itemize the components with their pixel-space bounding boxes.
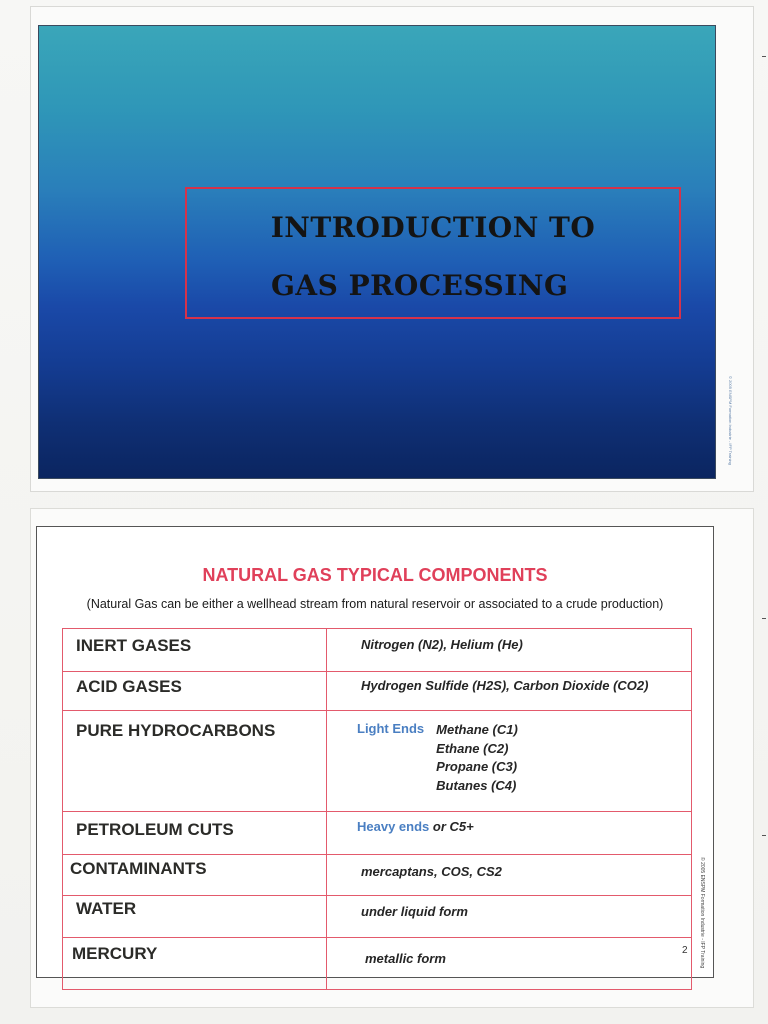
slide-title: NATURAL GAS TYPICAL COMPONENTS bbox=[202, 565, 548, 585]
row-category: INERT GASES bbox=[63, 629, 327, 672]
row-category: PETROLEUM CUTS bbox=[63, 812, 327, 855]
heavy-ends-value: or C5+ bbox=[432, 819, 474, 834]
table-row bbox=[63, 938, 692, 990]
heavy-ends-label: Heavy ends bbox=[357, 819, 430, 834]
title-box bbox=[185, 187, 681, 319]
row-value: metallic form bbox=[327, 938, 692, 990]
page-number: 2 bbox=[682, 945, 688, 956]
row-value: mercaptans, COS, CS2 bbox=[327, 855, 692, 896]
list-item: Ethane (C2) bbox=[436, 740, 509, 756]
scan-edge-mark bbox=[762, 835, 766, 836]
title-slide bbox=[38, 25, 733, 479]
list-item: Methane (C1) bbox=[436, 722, 518, 737]
row-category: ACID GASES bbox=[63, 672, 327, 711]
row-category: MERCURY bbox=[63, 938, 327, 990]
row-value: Nitrogen (N2), Helium (He) bbox=[327, 629, 692, 672]
row-value bbox=[327, 711, 692, 812]
components-table bbox=[62, 628, 692, 990]
row-category: CONTAMINANTS bbox=[63, 855, 327, 896]
table-row bbox=[63, 629, 692, 672]
light-ends-label: Light Ends bbox=[357, 721, 425, 736]
list-item: Butanes (C4) bbox=[436, 777, 517, 793]
table-row bbox=[63, 711, 692, 812]
table-row bbox=[63, 672, 692, 711]
components-slide bbox=[36, 526, 714, 978]
slide-1-copyright: © 2005 ENSPM Formation Industrie - IFP Training bbox=[728, 376, 733, 465]
list-item: Propane (C3) bbox=[436, 759, 518, 774]
slide-subtitle: (Natural Gas can be either a wellhead stream from natural reservoir or associated to a crude production) bbox=[86, 597, 664, 611]
table-row bbox=[63, 855, 692, 896]
table-row bbox=[63, 812, 692, 855]
scan-edge-mark bbox=[762, 618, 766, 619]
row-value: Hydrogen Sulfide (H2S), Carbon Dioxide (CO2) bbox=[327, 672, 692, 711]
slide-2-copyright: © 2005 ENSPM Formation Industrie - IFP Training bbox=[699, 857, 705, 969]
light-ends-list bbox=[436, 721, 518, 795]
title-line-2: GAS PROCESSING bbox=[271, 269, 569, 302]
title-line-1: INTRODUCTION TO bbox=[270, 211, 596, 244]
row-category: PURE HYDROCARBONS bbox=[63, 711, 327, 812]
table-row bbox=[63, 896, 692, 938]
row-value bbox=[327, 812, 692, 855]
row-value: under liquid form bbox=[327, 896, 692, 938]
row-category: WATER bbox=[63, 896, 327, 938]
scan-edge-mark bbox=[762, 56, 766, 57]
